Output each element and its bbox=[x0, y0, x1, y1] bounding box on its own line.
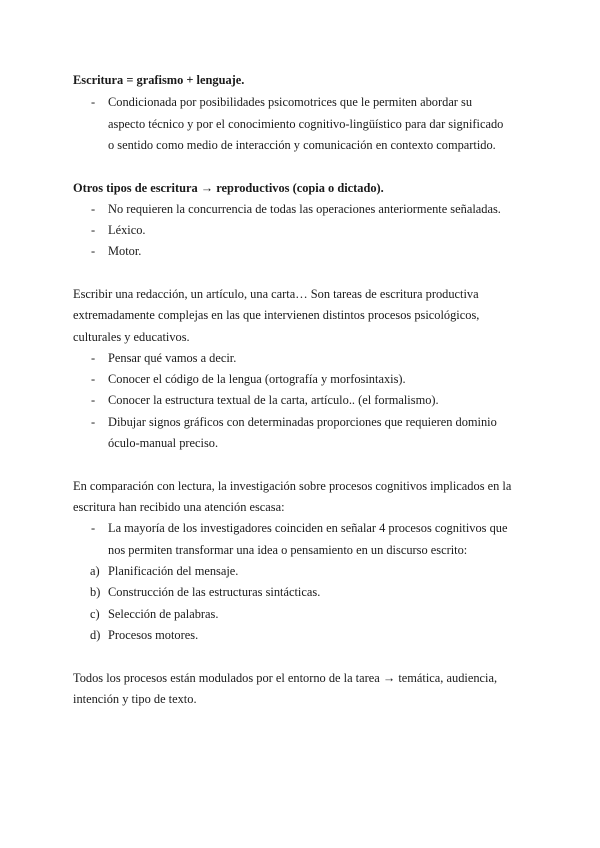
paragraph-line: extremadamente complejas en las que intervienen distintos procesos psicológicos, bbox=[73, 308, 480, 322]
bullet-text: Pensar qué vamos a decir. bbox=[108, 351, 237, 365]
bullet-text: óculo-manual preciso. bbox=[108, 436, 219, 450]
bullet-text: No requieren la concurrencia de todas las operaciones anteriormente señaladas. bbox=[108, 202, 501, 216]
bullet-dash: - bbox=[91, 521, 96, 535]
list-item: Selección de palabras. bbox=[108, 607, 219, 621]
list-marker: b) bbox=[90, 585, 101, 599]
bullet-text: o sentido como medio de interacción y comunicación en contexto compartido. bbox=[108, 138, 496, 152]
bullet-text: Motor. bbox=[108, 244, 142, 258]
bullet-dash: - bbox=[91, 223, 96, 237]
bullet-dash: - bbox=[91, 244, 96, 258]
paragraph-line: escritura han recibido una atención escasa: bbox=[73, 500, 285, 514]
bullet-text: Léxico. bbox=[108, 223, 146, 237]
bullet-text: Dibujar signos gráficos con determinadas proporciones que requieren dominio bbox=[108, 415, 497, 429]
list-marker: c) bbox=[90, 607, 100, 621]
paragraph-line: culturales y educativos. bbox=[73, 330, 190, 344]
bullet-dash: - bbox=[91, 351, 96, 365]
list-marker: d) bbox=[90, 628, 101, 642]
paragraph-line: Todos los procesos están modulados por el entorno de la tarea → temática, audiencia, bbox=[73, 671, 498, 685]
bullet-dash: - bbox=[91, 372, 96, 386]
paragraph-line: intención y tipo de texto. bbox=[73, 692, 197, 706]
paragraph-line: En comparación con lectura, la investigación sobre procesos cognitivos implicados en la bbox=[73, 479, 512, 493]
heading-escritura: Escritura = grafismo + lenguaje. bbox=[73, 73, 245, 87]
bullet-text: Conocer la estructura textual de la carta, artículo.. (el formalismo). bbox=[108, 393, 439, 407]
bullet-dash: - bbox=[91, 95, 96, 109]
bullet-text: La mayoría de los investigadores coinciden en señalar 4 procesos cognitivos que bbox=[108, 521, 508, 535]
bullet-dash: - bbox=[91, 393, 96, 407]
bullet-text: nos permiten transformar una idea o pensamiento en un discurso escrito: bbox=[108, 543, 468, 557]
bullet-dash: - bbox=[91, 415, 96, 429]
bullet-text: aspecto técnico y por el conocimiento cognitivo-lingüístico para dar significado bbox=[108, 117, 504, 131]
paragraph-line: Escribir una redacción, un artículo, una carta… Son tareas de escritura productiva bbox=[73, 287, 479, 301]
bullet-text: Condicionada por posibilidades psicomotrices que le permiten abordar su bbox=[108, 95, 473, 109]
heading-otros-tipos: Otros tipos de escritura → reproductivos (copia o dictado). bbox=[73, 181, 384, 195]
list-marker: a) bbox=[90, 564, 100, 578]
bullet-dash: - bbox=[91, 202, 96, 216]
bullet-text: Conocer el código de la lengua (ortografía y morfosintaxis). bbox=[108, 372, 406, 386]
list-item: Procesos motores. bbox=[108, 628, 199, 642]
list-item: Construcción de las estructuras sintácticas. bbox=[108, 585, 321, 599]
list-item: Planificación del mensaje. bbox=[108, 564, 239, 578]
